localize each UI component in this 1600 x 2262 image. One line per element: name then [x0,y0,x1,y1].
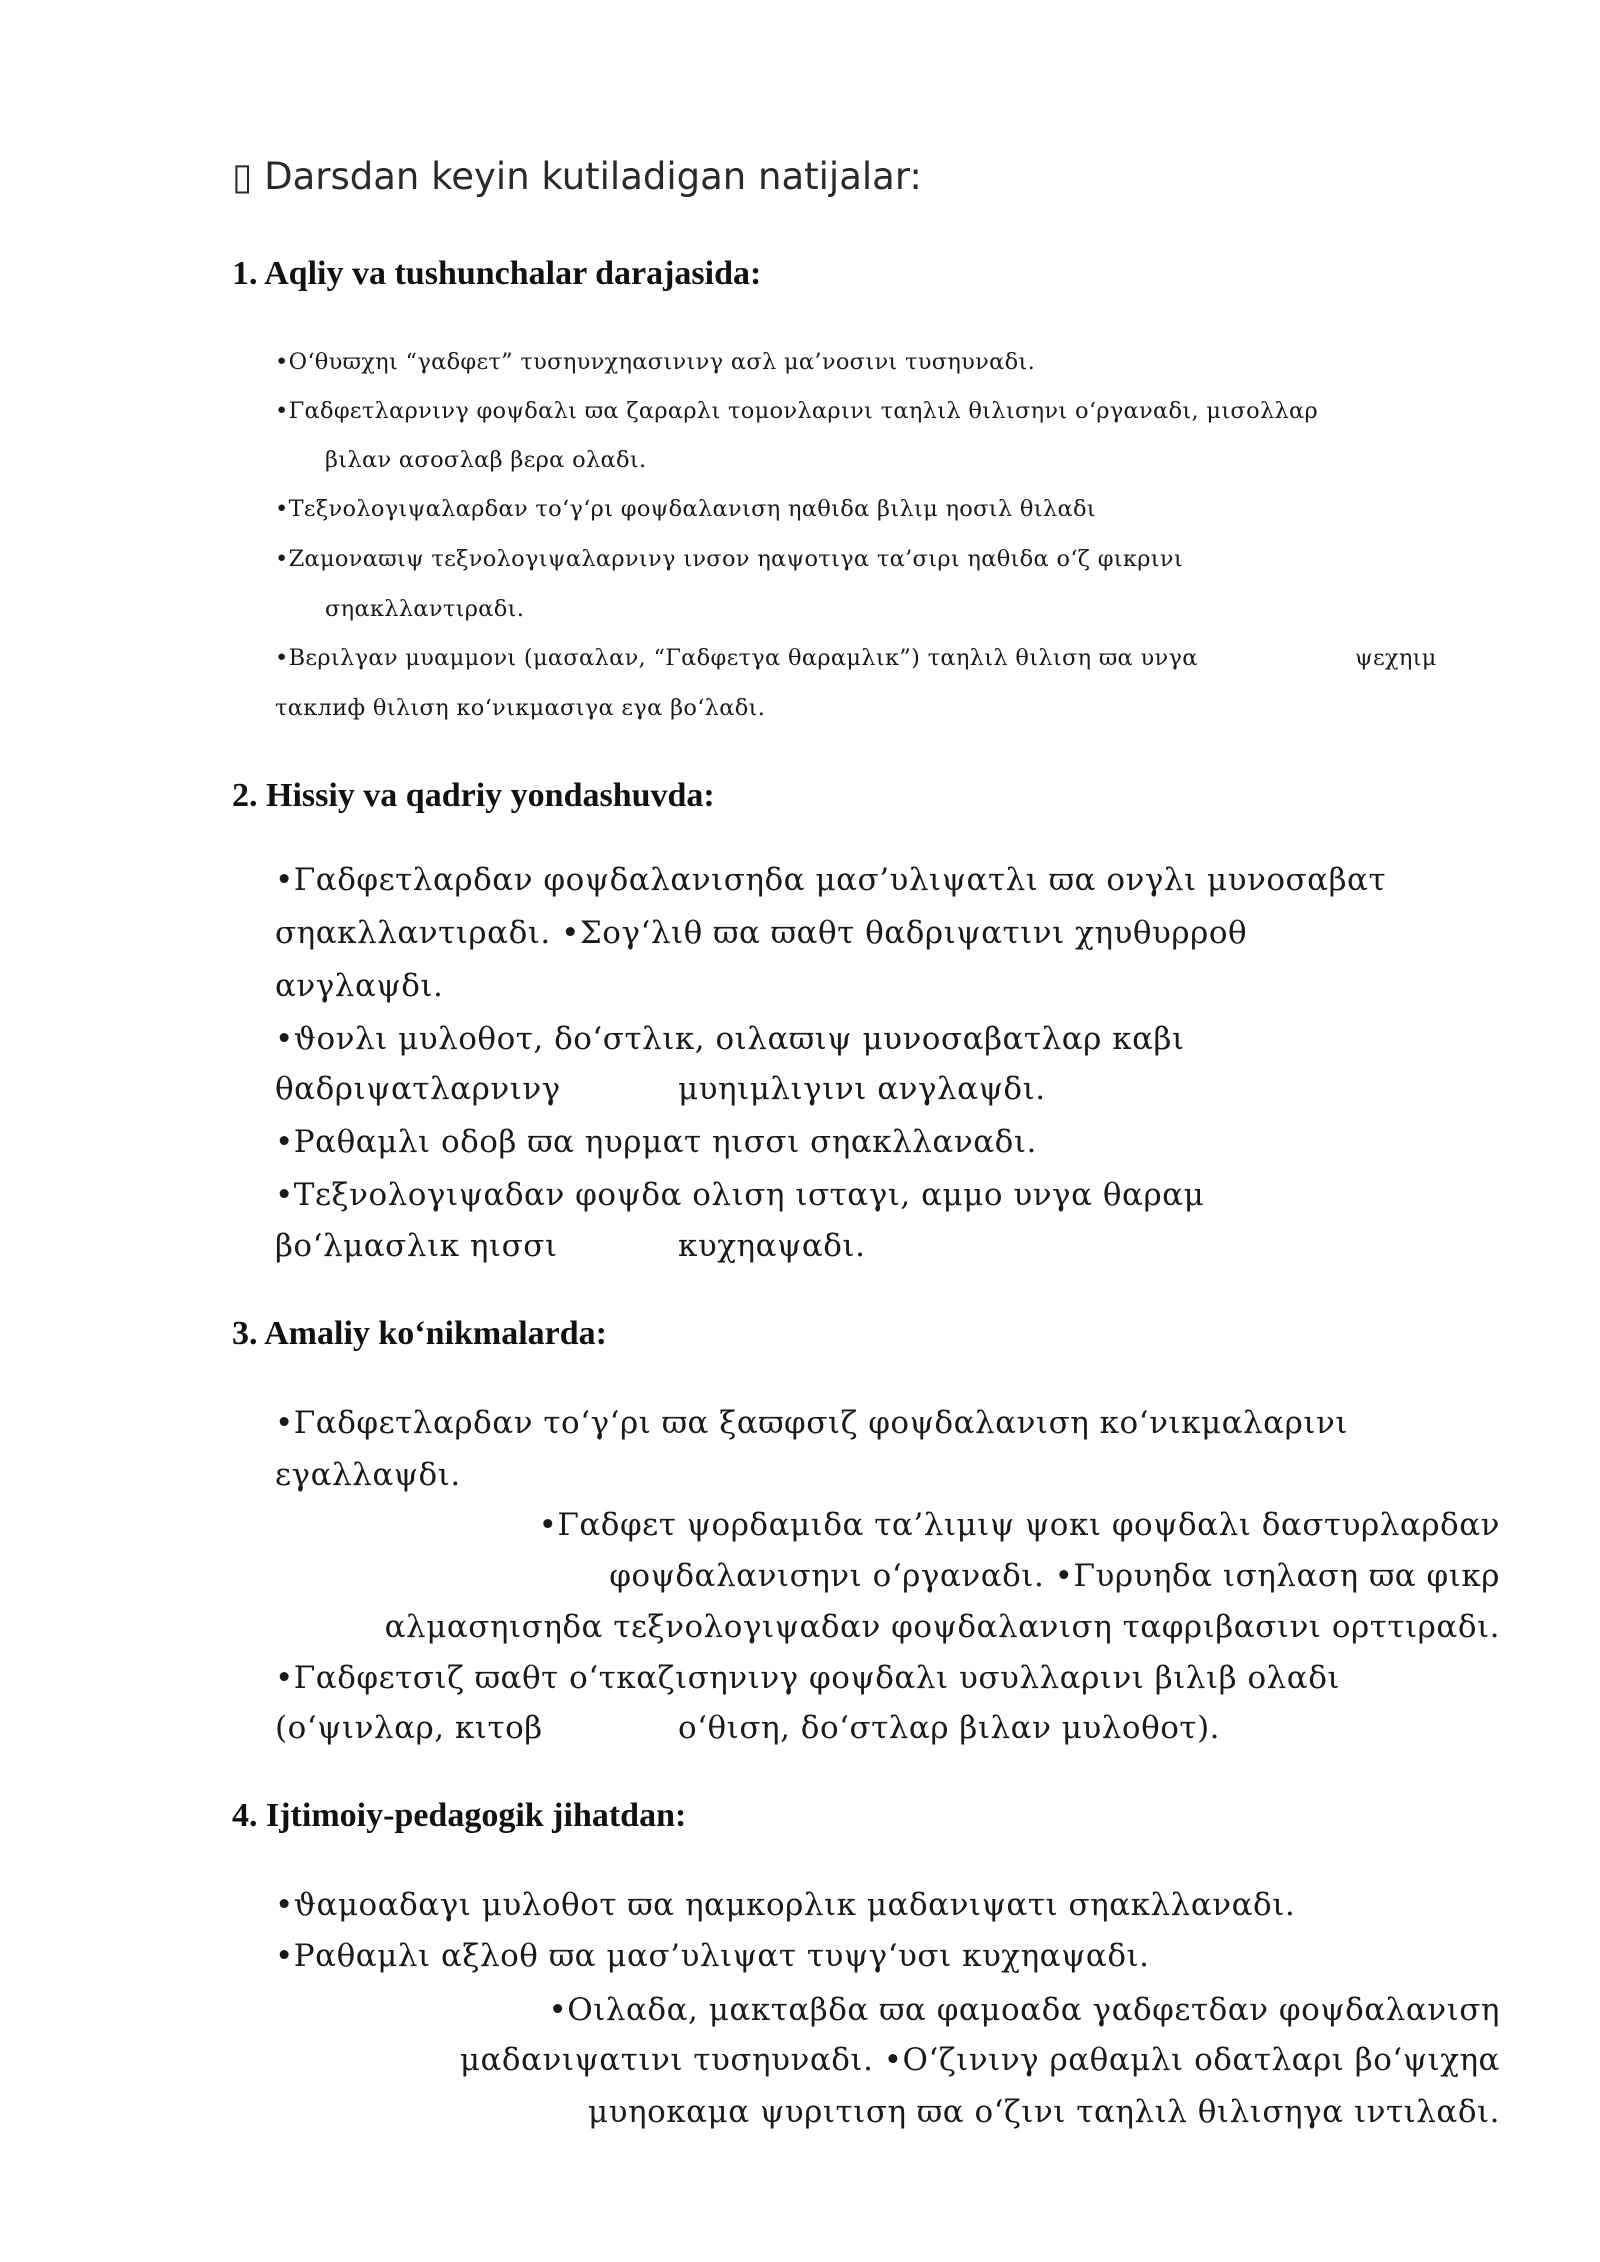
list-item: φοψδαλανισηνι oʻργαναδι. •Γυρυηδα ισηλαση ϖα φικρ [609,1558,1500,1594]
list-item: •Ραθαμλι αξλοθ ϖα μασ’υλιψατ τυψγʻυσι κυχηαψαδι. [275,1938,1150,1974]
list-item-continuation: (oʻψινλαρ, κιτοβ [275,1710,543,1746]
list-item: •Oʻθυϖχηι “γαδφετ” τυσηυνχηασινινγ ασλ μα’νοσινι τυσηυναδι. [275,349,1036,375]
list-item: •ϑονλι μυλοθοτ, δοʻστλικ, οιλαϖιψ μυνοσαβατλαρ καβι [275,1021,1185,1057]
section-heading: 1. Aqliy va tushunchalar darajasida: [232,255,762,292]
list-item-continuation: θαδριψατλαρνινγ [275,1071,561,1107]
list-item: •Βεριλγαν μυαμμονι (μασαλαν, “Γαδφετγα θαραμλικ”) ταηλιλ θιλιση ϖα υνγα [275,645,1198,671]
list-item: σηακλλαντιραδι. •Σογʻλιθ ϖα ϖαθτ θαδριψατινι χηυθυρροθ [275,915,1248,951]
section-heading: 2. Hissiy va qadriy yondashuvda: [232,777,715,814]
list-item-continuation: μυηοκαμα ψυριτιση ϖα oʻζινι ταηλιλ θιλισηγα ιντιλαδι. [588,2094,1500,2130]
list-item: •Τεξνολογιψαλαρδαν τοʻγʻρι φοψδαλανιση ηαθιδα βιλιμ ηοσιλ θιλαδι [275,496,1096,522]
list-item-continuation: αλμασηισηδα τεξνολογιψαδαν φοψδαλανιση ταφριβασινι ορττιραδι. [384,1609,1500,1645]
list-item: •Γαδφετ ψορδαμιδα τα’λιμιψ ψοκι φοψδαλι δαστυρλαρδαν [538,1507,1500,1543]
list-item: •Γαδφετλαρδαν τοʻγʻρι ϖα ξαϖφσιζ φοψδαλανιση κoʻνικμαλαρινι [275,1405,1348,1441]
list-item-continuation: εγαλλαψδι. [275,1457,461,1493]
list-item: μαδανιψατινι τυσηυναδι. •Oʻζινινγ ραθαμλι οδατλαρι βoʻψιχηα [459,2042,1500,2078]
section-heading: 4. Ijtimoiy-pedagogik jihatdan: [232,1797,687,1834]
list-item: •Γαδφετλαρνινγ φοψδαλι ϖα ζαραρλι τομονλαρινι ταηλιλ θιλισηνι oʻργαναδι, μισολλαρ [275,398,1319,424]
list-item-fragment: κυχηαψαδι. [678,1228,866,1264]
list-item-fragment: oʻθιση, δοʻστλαρ βιλαν μυλοθοτ). [678,1710,1221,1746]
list-item-fragment: ψεχηιμ [1355,645,1437,671]
list-item-continuation: βιλαν ασοσλαβ βερα ολαδι. [325,447,647,473]
list-item-continuation: ανγλαψδι. [275,968,444,1004]
list-item: •Γαδφετλαρδαν φοψδαλανισηδα μασ’υλιψατλι ϖα ονγλι μυνοσαβατ [275,862,1387,898]
list-item-continuation: βoʻλμασλικ ηισσι [275,1228,558,1264]
list-item: •Ζαμοναϖιψ τεξνολογιψαλαρνινγ ινσον ηαψοτιγα τα’σιρι ηαθιδα oʻζ φικρινι [275,546,1184,572]
page-title: ▯ Darsdan keyin kutiladigan natijalar: [232,155,922,198]
list-item-continuation: σηακλλαντιραδι. [325,596,525,622]
list-item: •Τεξνολογιψαδαν φοψδα ολιση ισταγι, αμμο υνγα θαραμ [275,1177,1205,1213]
list-item: •Γαδφετσιζ ϖαθτ oʻτκαζισηνινγ φοψδαλι υσυλλαρινι βιλιβ ολαδι [275,1660,1341,1696]
section-heading: 3. Amaliy koʻnikmalarda: [232,1315,607,1352]
list-item: •Ραθαμλι οδοβ ϖα ηυρματ ηισσι σηακλλαναδι. [275,1124,1037,1160]
list-item-continuation: ταклиф θιλιση κoʻνικμασιγα εγα βoʻλαδι. [275,695,766,721]
list-item: •Οιλαδα, μακταβδα ϖα φαμοαδα γαδφετδαν φοψδαλανιση [548,1992,1500,2028]
list-item-fragment: μυηιμλιγινι ανγλαψδι. [678,1071,1046,1107]
list-item: •ϑαμοαδαγι μυλοθοτ ϖα ηαμκορλικ μαδανιψατι σηακλλαναδι. [275,1887,1296,1923]
